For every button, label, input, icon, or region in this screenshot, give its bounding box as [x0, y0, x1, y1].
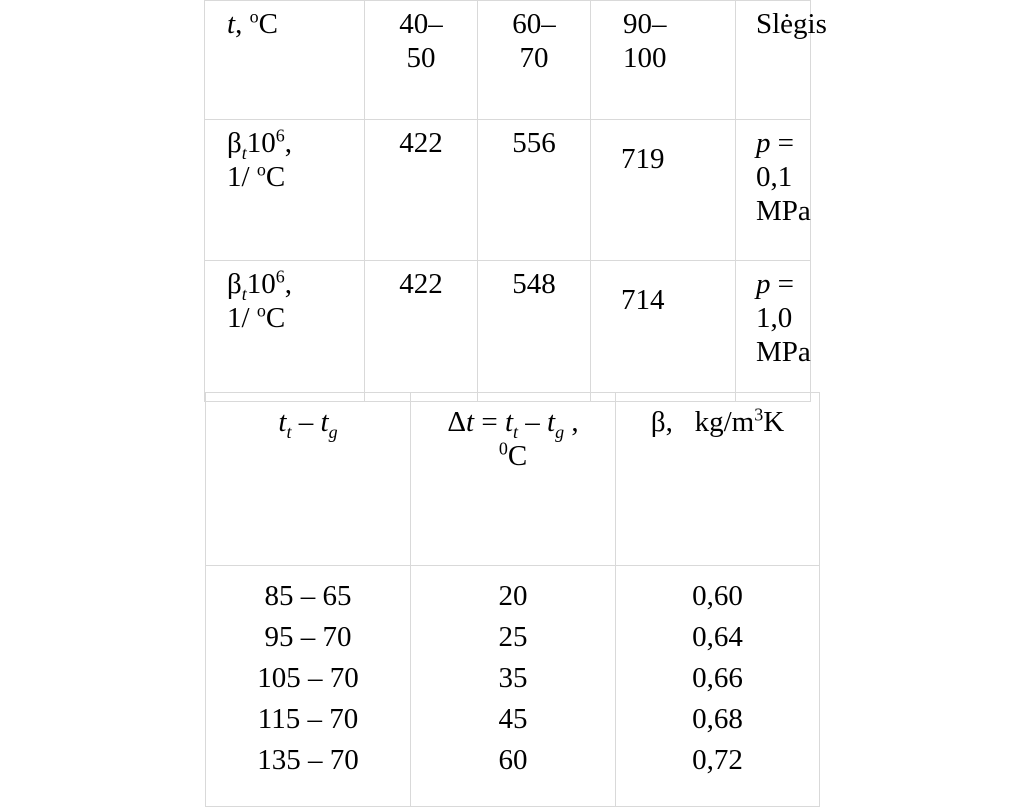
pressure-unit: MPa: [756, 336, 811, 368]
range-bottom: 100: [623, 42, 667, 74]
pressure-symbol: p: [756, 127, 771, 159]
range-top: 60–: [512, 8, 556, 40]
list-item: 60: [498, 744, 528, 776]
value-cell: 556: [478, 120, 591, 261]
beta-column: [616, 566, 820, 807]
value-cell: 422: [365, 120, 478, 261]
table-row: [205, 261, 811, 402]
range-column: [206, 566, 411, 807]
list-item: 0,60: [692, 580, 743, 612]
value-cell: 422: [365, 261, 478, 402]
pressure-unit: MPa: [756, 195, 811, 227]
range-bottom: 70: [519, 42, 549, 74]
list-item: 85 – 65: [264, 580, 352, 612]
coefficient-label-cell: $\beta_t10^6$, 1/ $^o$C: [205, 120, 365, 261]
list-item: 20: [498, 580, 528, 612]
delta-column: [411, 566, 616, 807]
range-bottom: 50: [406, 42, 436, 74]
list-item: 135 – 70: [257, 744, 359, 776]
table-header-row: [205, 1, 811, 120]
subscript-t: t: [241, 142, 247, 163]
beta-header: β, $kg/m^3K$: [616, 393, 820, 566]
degree-o: o: [249, 6, 259, 27]
pressure-value: 1,0: [756, 302, 793, 334]
density-coefficient-table: [205, 392, 820, 807]
range-top: 90–: [623, 8, 667, 40]
list-item: 105 – 70: [257, 662, 359, 694]
range-header-cell: [478, 1, 591, 120]
table-row: [205, 120, 811, 261]
temperature-difference-header: $t_t - t_g$: [206, 393, 411, 566]
list-item: 95 – 70: [264, 621, 352, 653]
range-header-cell: [365, 1, 478, 120]
subscript-t: t: [241, 283, 247, 304]
delta-t-header: $\Delta t = t_t - t_g$ , $^0$C: [411, 393, 616, 566]
temperature-symbol: t: [227, 8, 236, 40]
table-row: [206, 566, 820, 807]
list-item: 0,72: [692, 744, 743, 776]
exponent: 6: [275, 125, 285, 146]
pressure-value: 0,1: [756, 161, 793, 193]
list-item: 115 – 70: [257, 703, 359, 735]
pressure-symbol: p: [756, 268, 771, 300]
pressure-cell: p = 1,0 MPa: [736, 261, 811, 402]
value-cell: 714: [591, 261, 736, 402]
list-item: 25: [498, 621, 528, 653]
temperature-header-cell: t, $^o$C: [205, 1, 365, 120]
value-cell: 719: [591, 120, 736, 261]
pressure-cell: p = 0,1 MPa: [736, 120, 811, 261]
table-header-row: [206, 393, 820, 566]
range-top: 40–: [399, 8, 443, 40]
list-item: 0,68: [692, 703, 743, 735]
range-header-cell: [591, 1, 736, 120]
list-item: 0,66: [692, 662, 743, 694]
pressure-header-cell: Slėgis: [736, 1, 811, 120]
list-item: 45: [498, 703, 528, 735]
list-item: 35: [498, 662, 528, 694]
expansion-coefficient-table: [204, 0, 827, 402]
list-item: 0,64: [692, 621, 743, 653]
value-cell: 548: [478, 261, 591, 402]
coefficient-label-cell: $\beta_t10^6$, 1/ $^o$C: [205, 261, 365, 402]
exponent: 6: [275, 266, 285, 287]
